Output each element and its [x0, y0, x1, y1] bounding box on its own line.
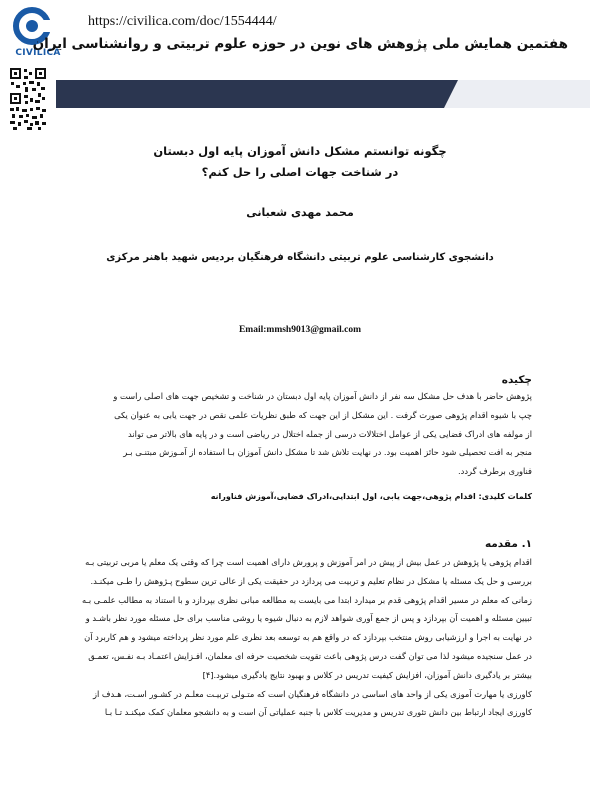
author-name: محمد مهدی شعبانی	[246, 206, 354, 219]
introduction-line: زمانی که معلم در مسیر اقدام پژوهی قدم بر میدارد ابتدا می بایست به مطالعه مبانی نظری بپردازد و با استناد به مطالب علمـی بـه	[81, 594, 532, 605]
introduction-line: در نهایت به اجرا و ارزشیابی روش منتخب بپردازد که در واقع هم به توسعه بعد نظری علم مورد نظر پرداخته میشود و هم کاربرد آن	[84, 632, 532, 643]
keywords: کلمات کلیدی: اقدام پژوهی،جهت یابی، اول ابتدایی،ادراک فضایی،آموزش فناورانه	[210, 492, 532, 501]
introduction-heading: ۱. مقدمه	[484, 538, 532, 550]
logo-text: CIVILICA	[15, 48, 61, 58]
abstract-line: چپ با شیوه اقدام پژوهی صورت گرفت . این مشکل از این جهت که طبق نظریات علمی نقص در جهت یابی به عنوان یکی	[114, 409, 532, 420]
abstract-line: منجر به افت تحصیلی شود حائز اهمیت بود. در نهایت تلاش شد تا مشکل دانش آموزان بـا استفاده از آمـوزش مبتنـی بـر	[123, 447, 532, 458]
qr-code-icon	[10, 68, 46, 130]
abstract-body	[92, 387, 532, 481]
introduction-line: بیشتر بر یادگیری دانش آموزان، افزایش کیفیت تدریس در کلاس و بهبود نتایج یادگیری میشود.[۴]	[202, 669, 532, 680]
introduction-line: کاورزی یا مهارت آموزی یکی از واحد های اساسی در دانشگاه فرهنگیان است که متـولی تربیـت معلـم در کشـور اسـت، هـدف از	[92, 688, 532, 699]
introduction-line: تبیین مسئله و اهمیت آن بپردازد و پس از جمع آوری شواهد لازم به دنبال شیوه یا روشی مناسب برای حل مسئله مورد نظر باشـد و	[85, 613, 532, 624]
introduction-line: کاورزی ایجاد ارتباط بین دانش تئوری تدریس و مدیریت کلاس با جنبه عملیاتی آن است و به دانشجو معلمان کمک میکنـد تـا بـا	[104, 707, 532, 718]
introduction-line: اقدام پژوهی یا پژوهش در عمل بیش از پیش در امر آموزش و پرورش دارای اهمیت است چرا که وقتی یک معلم یا مربی تربیتی بـه	[85, 557, 532, 567]
introduction-line: بررسی و حل یک مسئله یا مشکل در نظام تعلیم و تربیت می پردازد در حقیقت یکی از عالی ترین سطوح پـژوهش را طـی میکنـد.	[90, 575, 532, 586]
abstract-line: از مولفه های ادراک فضایی یکی از عوامل اختلالات درسی از جمله اختلال در ریاضی است و در پایه های بالاتر می تواند	[127, 428, 532, 439]
author-affiliation: دانشجوی کارشناسی علوم تربیتی دانشگاه فرهنگیان بردیس شهید باهنر مرکزی	[106, 252, 494, 263]
abstract-line: پژوهش حاضر با هدف حل مشکل سه نفر از دانش آموزان پایه اول دبستان در شناخت و تشخیص جهت های اصلی راست و	[113, 391, 532, 401]
header-band	[56, 80, 590, 108]
paper-title-line-2: در شناخت جهات اصلی را حل کنم؟	[201, 165, 399, 179]
abstract-heading: چکیده	[501, 374, 532, 386]
paper-title-line-1: چگونه توانستم مشکل دانش آموزان پایه اول دبستان	[153, 144, 447, 158]
document-url[interactable]: https://civilica.com/doc/1554444/	[88, 14, 277, 29]
introduction-line: در عمل سنجیده میشود لذا می توان گفت درس پژوهی باعث تقویت شخصیت حرفه ای معلمان، افـزایش اعتمـاد بـه نفـس، تعمـق	[88, 650, 532, 661]
author-email[interactable]: Email:mmsh9013@gmail.com	[238, 325, 362, 335]
introduction-body	[48, 553, 532, 722]
abstract-line: فناوری برطرف گردد.	[457, 466, 532, 477]
conference-title: هفتمین همایش ملی پژوهش های نوین در حوزه علوم تربیتی و روانشناسی ایران	[32, 36, 568, 52]
